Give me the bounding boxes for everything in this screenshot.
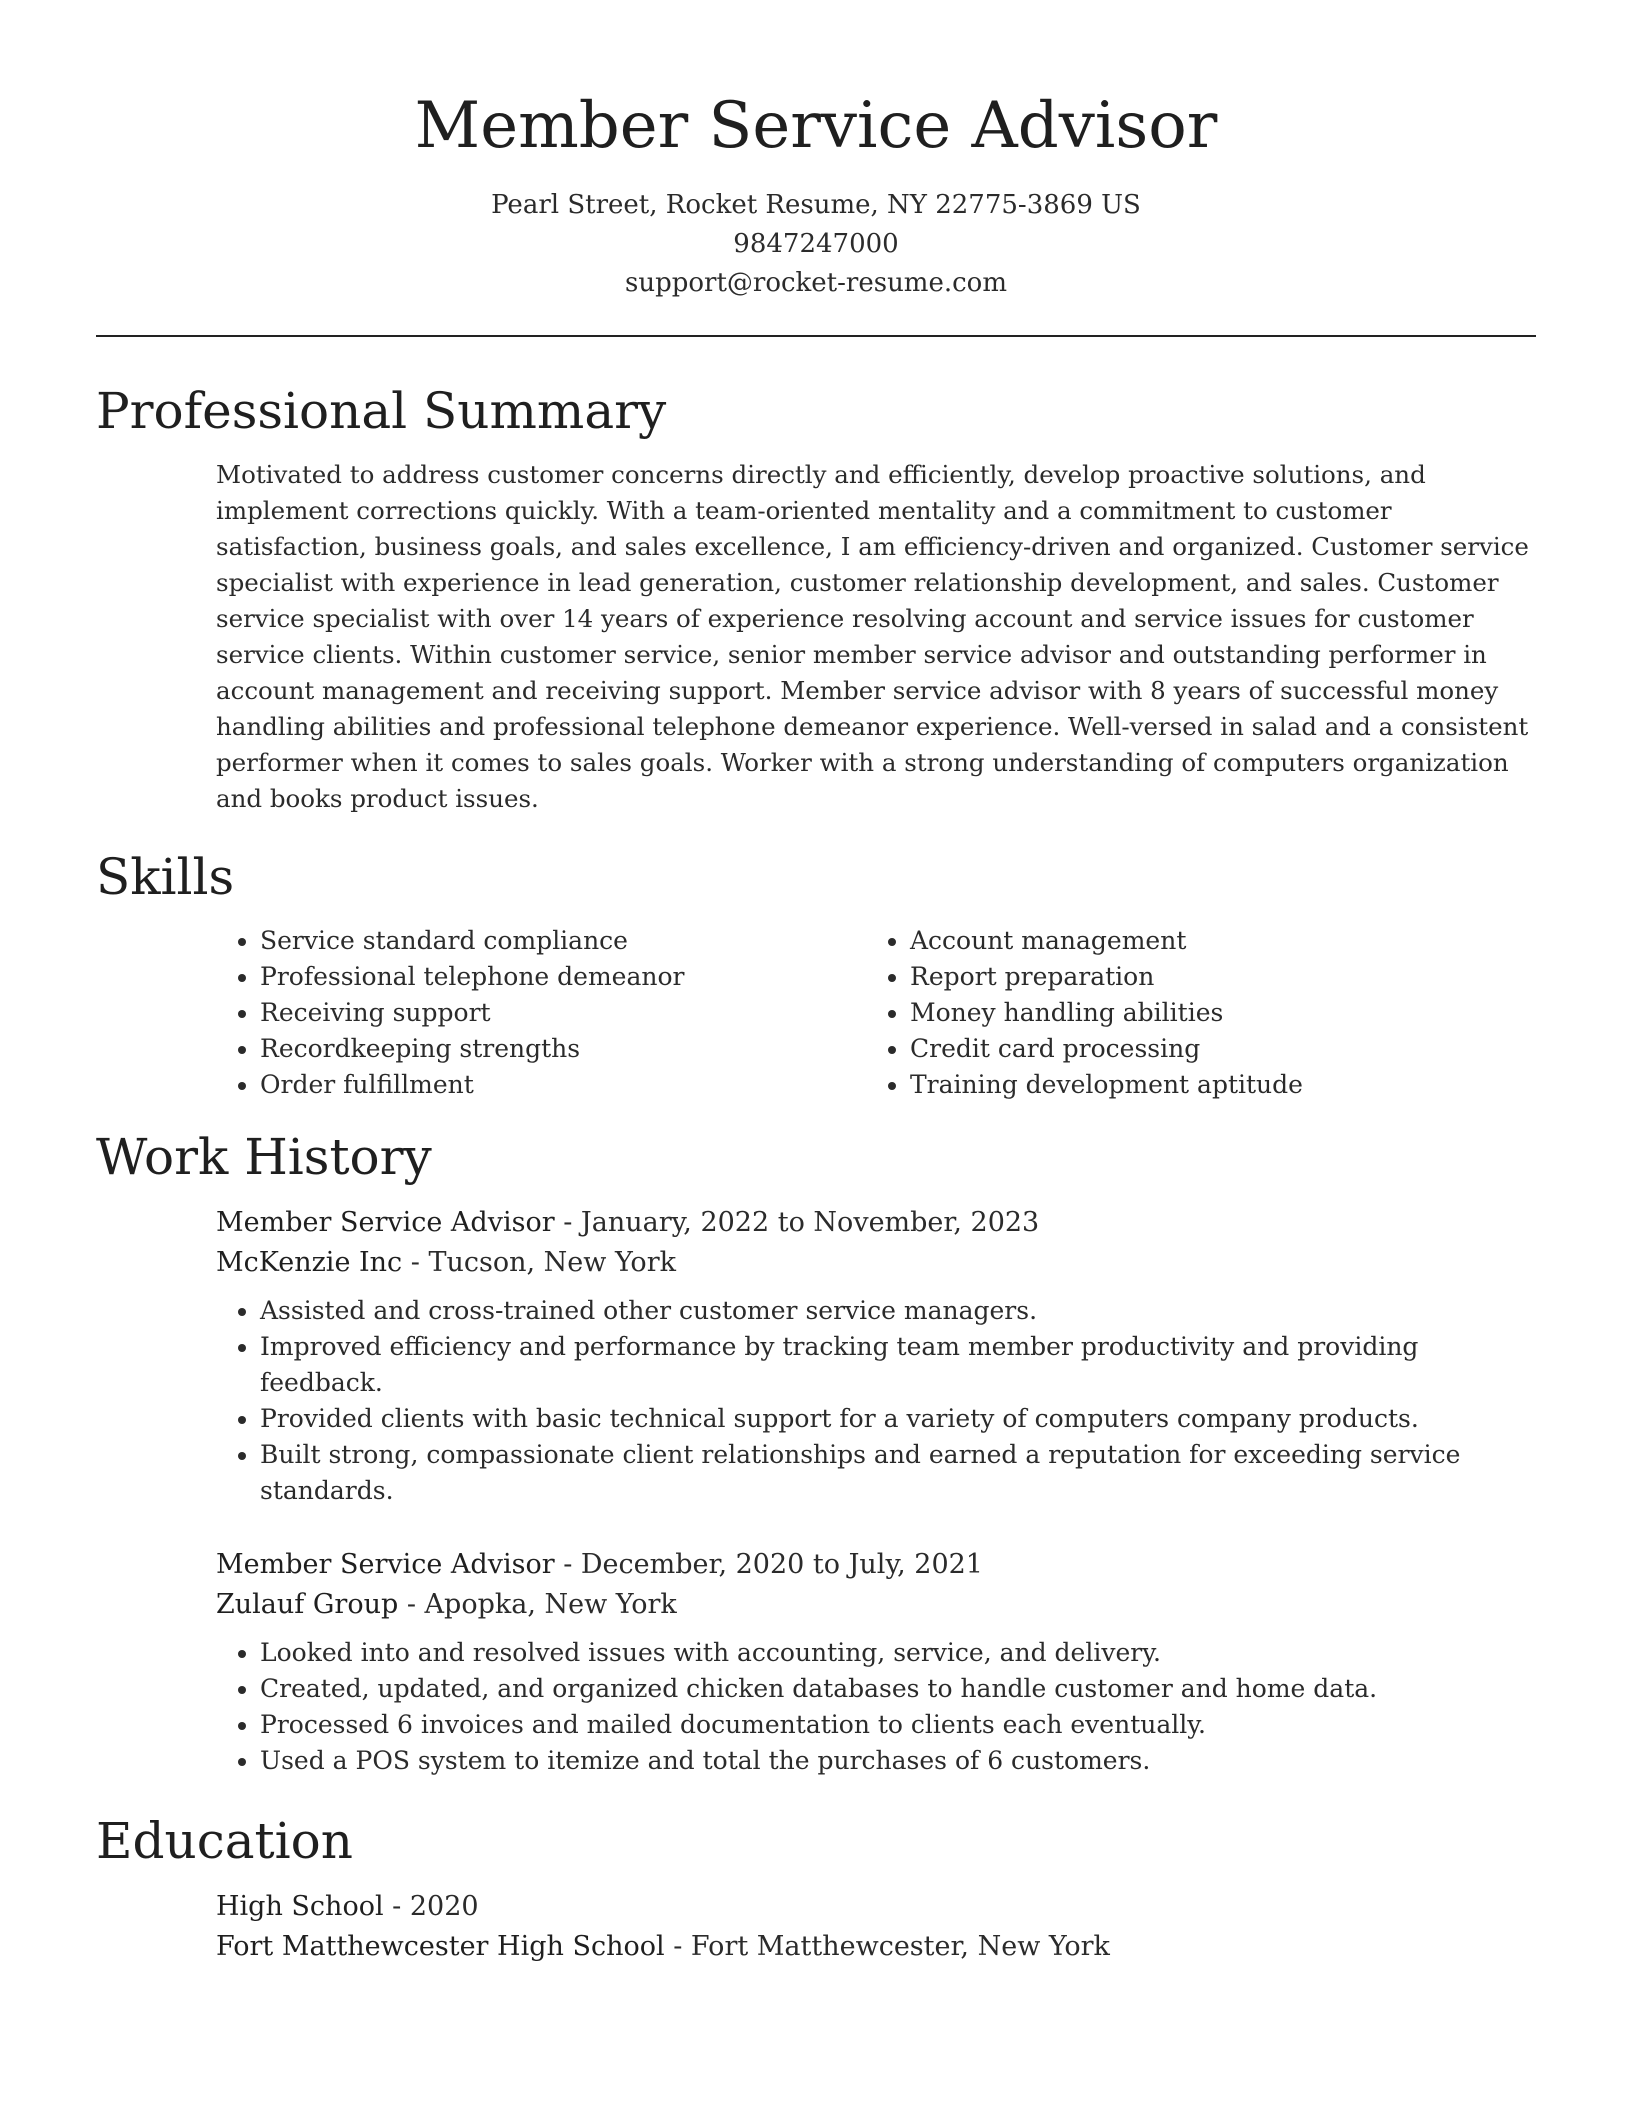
- contact-info: [96, 186, 1536, 303]
- summary-text: Motivated to address customer concerns directly and efficiently, develop proactive solutions, and implement corrections quickly. With a team-oriented mentality and a commitment to customer satisfaction, business goals, and sales excellence, I am efficiency-driven and organized. Customer service specialist with experience in lead generation, customer relationship development, and sales. Customer service specialist with over 14 years of experience resolving account and service issues for customer service clients. Within customer service, senior member service advisor and outstanding performer in account management and receiving support. Member service advisor with 8 years of successful money handling abilities and professional telephone demeanor experience. Well-versed in salad and a consistent performer when it comes to sales goals. Worker with a strong understanding of computers organization and books product issues.: [216, 460, 1529, 813]
- work-history-heading: Work History: [96, 1128, 432, 1186]
- education-entry: [216, 1887, 1536, 1967]
- job-location: - Tucson, New York: [402, 1247, 676, 1278]
- job-title-line: [216, 1203, 1536, 1243]
- job-duty: • Looked into and resolved issues with accounting, service, and delivery.: [260, 1635, 1536, 1671]
- candidate-name: Member Service Advisor: [414, 89, 1218, 163]
- job-entry: [216, 1203, 1536, 1509]
- summary-heading: Professional Summary: [96, 382, 667, 440]
- skill-item: • Receiving support: [260, 995, 866, 1031]
- skill-item: • Recordkeeping strengths: [260, 1031, 866, 1067]
- job-title-line: [216, 1545, 1536, 1585]
- job-duty: • Assisted and cross-trained other customer service managers.: [260, 1293, 1536, 1329]
- job-company-line: [216, 1585, 1536, 1625]
- job-duty: • Provided clients with basic technical support for a variety of computers company products.: [260, 1401, 1536, 1437]
- degree-line: [216, 1887, 1536, 1927]
- phone-number: 9847247000: [733, 229, 899, 259]
- job-role: Member Service Advisor: [216, 1207, 555, 1238]
- skills-heading: Skills: [96, 848, 235, 906]
- education-heading: Education: [96, 1812, 353, 1870]
- job-duties: [216, 1635, 1536, 1779]
- skill-item: • Report preparation: [910, 959, 1516, 995]
- job-company-line: [216, 1243, 1536, 1283]
- resume-header: [96, 0, 1536, 303]
- degree: High School: [216, 1891, 384, 1922]
- school-location: - Fort Matthewcester, New York: [664, 1931, 1110, 1962]
- skill-item: • Account management: [910, 923, 1516, 959]
- skill-item: • Credit card processing: [910, 1031, 1516, 1067]
- job-company: Zulauf Group: [216, 1589, 399, 1620]
- skills-column-left: [216, 923, 866, 1103]
- skill-item: • Training development aptitude: [910, 1067, 1516, 1103]
- header-divider: [96, 335, 1536, 337]
- address: Pearl Street, Rocket Resume, NY 22775-3869 US: [491, 190, 1141, 220]
- skills-column-right: [866, 923, 1516, 1103]
- job-duties: [216, 1293, 1536, 1509]
- job-duty: • Created, updated, and organized chicken databases to handle customer and home data.: [260, 1671, 1536, 1707]
- skills-list: [216, 923, 1536, 1103]
- job-entry: [216, 1545, 1536, 1779]
- job-duty: • Improved efficiency and performance by tracking team member productivity and providing feedback.: [260, 1329, 1536, 1401]
- job-duty: • Used a POS system to itemize and total the purchases of 6 customers.: [260, 1743, 1536, 1779]
- skill-item: • Order fulfillment: [260, 1067, 866, 1103]
- job-location: - Apopka, New York: [398, 1589, 677, 1620]
- school-name: Fort Matthewcester High School: [216, 1931, 665, 1962]
- job-role: Member Service Advisor: [216, 1549, 555, 1580]
- skill-item: • Service standard compliance: [260, 923, 866, 959]
- skill-item: • Professional telephone demeanor: [260, 959, 866, 995]
- school-line: [216, 1927, 1536, 1967]
- job-dates: - January, 2022 to November, 2023: [554, 1207, 1040, 1238]
- skill-item: • Money handling abilities: [910, 995, 1516, 1031]
- job-duty: • Processed 6 invoices and mailed documentation to clients each eventually.: [260, 1707, 1536, 1743]
- email-address: support@rocket-resume.com: [624, 268, 1007, 298]
- job-duty: • Built strong, compassionate client relationships and earned a reputation for exceeding service standards.: [260, 1437, 1536, 1509]
- graduation-year: - 2020: [383, 1891, 479, 1922]
- job-dates: - December, 2020 to July, 2021: [554, 1549, 983, 1580]
- job-company: McKenzie Inc: [216, 1247, 403, 1278]
